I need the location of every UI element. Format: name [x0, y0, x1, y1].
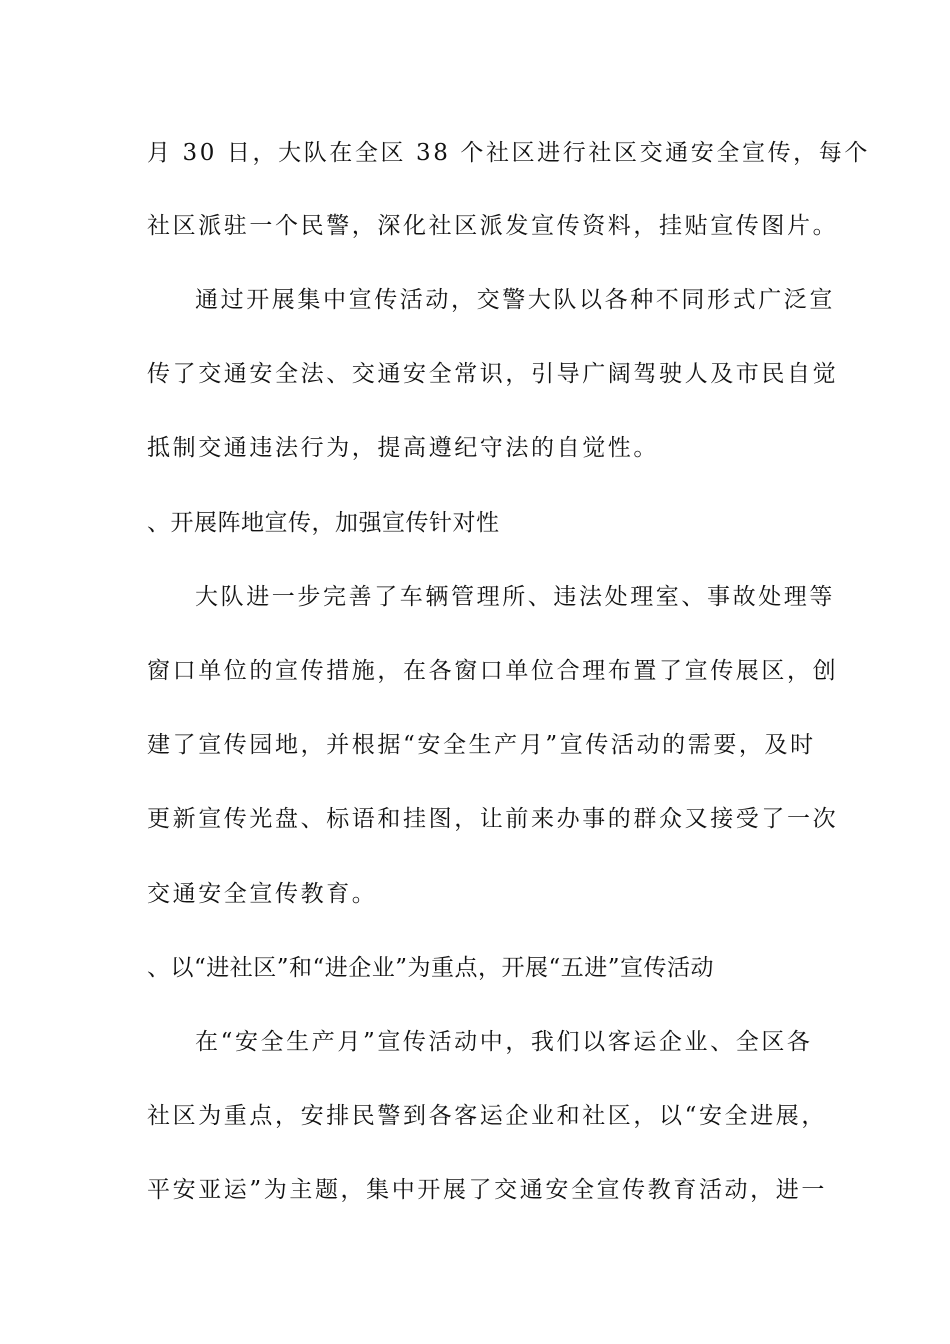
text-line: 建了宣传园地，并根据“安全生产月”宣传活动的需要，及时 — [147, 732, 816, 758]
text-line: 窗口单位的宣传措施，在各窗口单位合理布置了宣传展区，创 — [147, 658, 839, 684]
section-heading: 、开展阵地宣传，加强宣传针对性 — [147, 510, 500, 536]
text-line: 更新宣传光盘、标语和挂图，让前来办事的群众又接受了一次 — [147, 806, 839, 832]
paragraph-first-line: 大队进一步完善了车辆管理所、违法处理室、事故处理等 — [195, 584, 835, 610]
text-line: 社区为重点，安排民警到各客运企业和社区，以“安全进展， — [147, 1103, 827, 1129]
text-line: 平安亚运”为主题，集中开展了交通安全宣传教育活动，进一 — [147, 1177, 827, 1203]
text-line: 抵制交通违法行为，提高遵纪守法的自觉性。 — [147, 435, 659, 461]
text-line: 交通安全宣传教育。 — [147, 881, 378, 907]
paragraph-first-line: 在“安全生产月”宣传活动中，我们以客运企业、全区各 — [195, 1029, 813, 1055]
paragraph-first-line: 通过开展集中宣传活动，交警大队以各种不同形式广泛宣 — [195, 287, 835, 313]
text-line: 传了交通安全法、交通安全常识，引导广阔驾驶人及市民自觉 — [147, 361, 839, 387]
text-line: 社区派驻一个民警，深化社区派发宣传资料，挂贴宣传图片。 — [147, 213, 839, 239]
section-heading: 、以“进社区”和“进企业”为重点，开展“五进”宣传活动 — [147, 955, 715, 981]
text-line: 月 30 日，大队在全区 38 个社区进行社区交通安全宣传，每个 — [147, 140, 870, 166]
